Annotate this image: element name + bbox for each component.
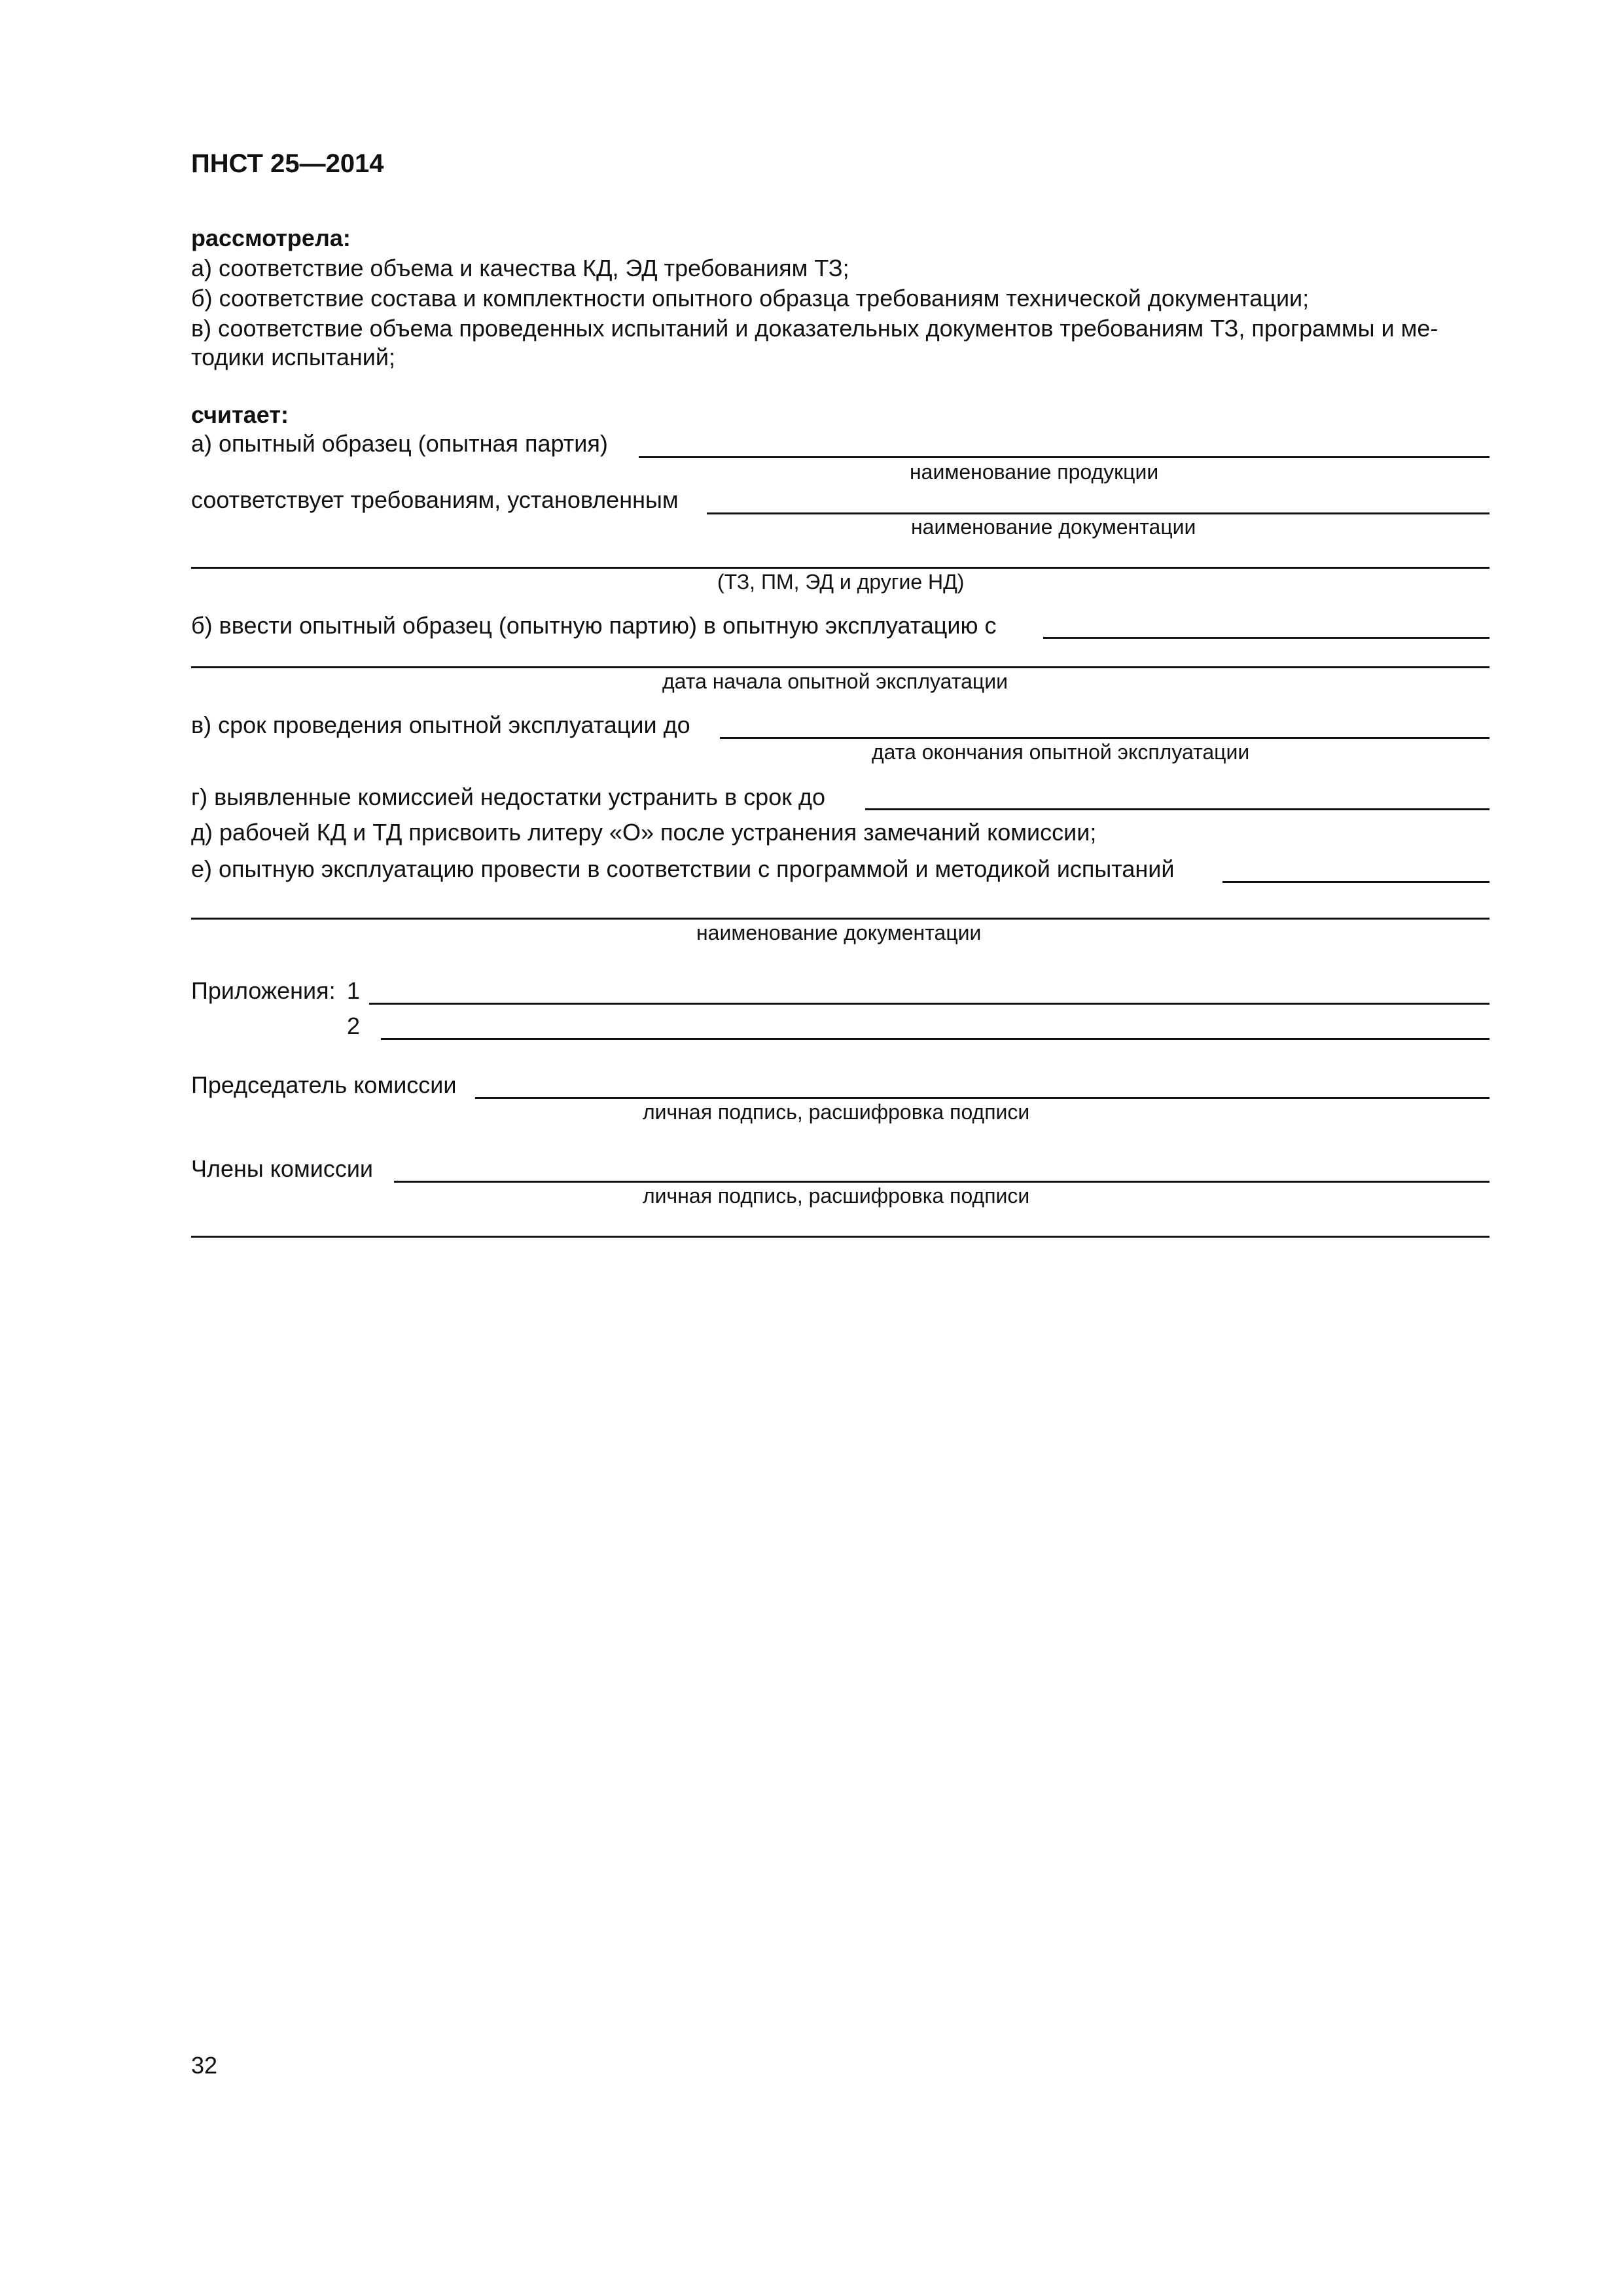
members-label: Члены комиссии	[191, 1155, 374, 1182]
reviewed-item-v: в) соответствие объема проведенных испытаний и доказательных документов требованиям ТЗ, программы и ме-	[191, 315, 1438, 342]
chairman-signature-field[interactable]	[475, 1097, 1489, 1099]
members-signature-caption: личная подпись, расшифровка подписи	[643, 1184, 1030, 1208]
test-program-caption: наименование документации	[696, 921, 982, 944]
documentation-types-caption: (ТЗ, ПМ, ЭД и другие НД)	[717, 570, 965, 594]
documentation-details-field[interactable]	[191, 567, 1489, 569]
start-date-field-1[interactable]	[1043, 637, 1489, 639]
attachment-number-1: 1	[347, 977, 361, 1004]
product-name-caption: наименование продукции	[910, 460, 1159, 484]
reviewed-item-a: а) соответствие объема и качества КД, ЭД требованиям ТЗ;	[191, 255, 849, 281]
attachment-2-field[interactable]	[381, 1038, 1489, 1040]
considers-heading: считает:	[191, 401, 289, 428]
item-g-label: г) выявленные комиссией недостатки устранить в срок до	[191, 783, 825, 810]
chairman-signature-caption: личная подпись, расшифровка подписи	[643, 1100, 1030, 1124]
test-program-field-2[interactable]	[191, 918, 1489, 920]
reviewed-heading: рассмотрела:	[191, 224, 351, 251]
end-date-field[interactable]	[720, 737, 1489, 739]
end-date-caption: дата окончания опытной эксплуатации	[872, 740, 1250, 764]
page-number: 32	[191, 2052, 218, 2079]
item-a-label: а) опытный образец (опытная партия)	[191, 430, 608, 457]
document-code: ПНСТ 25—2014	[191, 149, 384, 178]
members-signature-field-2[interactable]	[191, 1236, 1489, 1238]
members-signature-field[interactable]	[394, 1181, 1489, 1183]
item-v-label: в) срок проведения опытной эксплуатации до	[191, 711, 690, 738]
item-e-label: е) опытную эксплуатацию провести в соответствии с программой и методикой испытаний	[191, 855, 1175, 882]
attachment-number-2: 2	[347, 1013, 361, 1039]
attachments-label: Приложения:	[191, 977, 336, 1004]
attachment-1-field[interactable]	[369, 1003, 1489, 1005]
test-program-field-1[interactable]	[1222, 881, 1489, 883]
reviewed-item-v-cont: тодики испытаний;	[191, 344, 395, 370]
defects-deadline-field[interactable]	[865, 808, 1489, 810]
product-name-field[interactable]	[639, 456, 1489, 458]
item-b-label: б) ввести опытный образец (опытную партию) в опытную эксплуатацию с	[191, 612, 997, 639]
chairman-label: Председатель комиссии	[191, 1071, 457, 1098]
documentation-name-caption: наименование документации	[911, 515, 1196, 539]
start-date-field-2[interactable]	[191, 666, 1489, 668]
reviewed-item-b: б) соответствие состава и комплектности опытного образца требованиям технической документации;	[191, 285, 1310, 312]
item-a-requirements-label: соответствует требованиям, установленным	[191, 486, 679, 513]
start-date-caption: дата начала опытной эксплуатации	[662, 670, 1008, 693]
item-d-label: д) рабочей КД и ТД присвоить литеру «О» после устранения замечаний комиссии;	[191, 819, 1097, 846]
